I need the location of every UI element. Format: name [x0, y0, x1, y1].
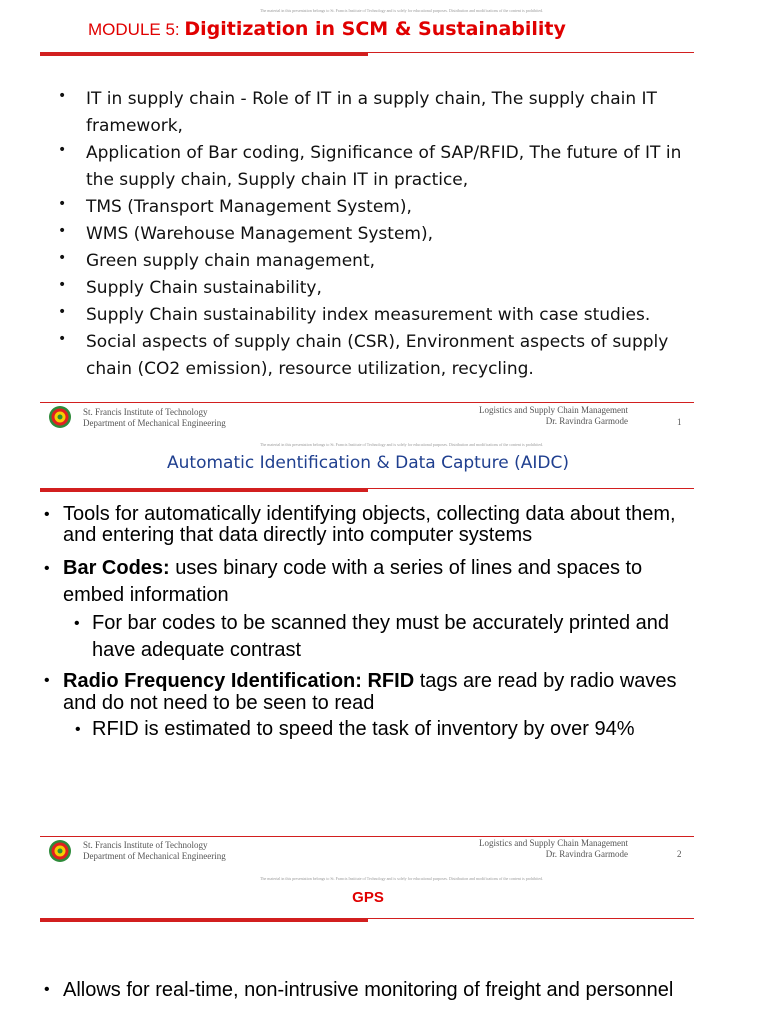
- list-item: • IT in supply chain - Role of IT in a supply chain, The supply chain IT framework,: [58, 88, 657, 136]
- list-item: • Social aspects of supply chain (CSR), Environment aspects of supply chain (CO2 emission), resource utilization, recycling.: [58, 331, 669, 379]
- slide2-body: [44, 504, 704, 743]
- footer-rule: [40, 836, 694, 837]
- footer-course: Logistics and Supply Chain Management Dr. Ravindra Garmode: [479, 838, 628, 859]
- list-item: • Application of Bar coding, Significance of SAP/RFID, The future of IT in the supply chain, Supply chain IT in practice,: [58, 142, 682, 190]
- list-item: • Radio Frequency Identification: RFID tags are read by radio waves and do not need to be seen to read: [44, 670, 677, 714]
- list-item: • WMS (Warehouse Management System),: [58, 223, 434, 244]
- disclaimer-text: The material in this presentation belongs to St. Francis Institute of Technology and is solely for educational purposes. Distribution and modifications of the content is prohibited.: [260, 8, 544, 13]
- list-item: • Supply Chain sustainability,: [58, 277, 322, 298]
- institute-logo-icon: [48, 405, 72, 429]
- list-item: • Supply Chain sustainability index measurement with case studies.: [58, 304, 651, 325]
- list-item: • Green supply chain management,: [58, 250, 376, 271]
- list-item: • RFID is estimated to speed the task of inventory by over 94%: [75, 718, 635, 740]
- page-number: 1: [677, 417, 682, 427]
- footer-course: Logistics and Supply Chain Management Dr. Ravindra Garmode: [479, 405, 628, 426]
- title-main: Digitization in SCM & Sustainability: [184, 18, 566, 40]
- footer-rule: [40, 402, 694, 403]
- list-item: • Tools for automatically identifying objects, collecting data about them, and entering that data directly into computer systems: [44, 503, 676, 546]
- slide1-bullet-list: [58, 86, 708, 383]
- title-accent-bar: [40, 918, 368, 922]
- list-item: • Bar Codes: uses binary code with a series of lines and spaces to embed information: [44, 557, 643, 606]
- page-number: 2: [677, 849, 682, 859]
- list-item: • For bar codes to be scanned they must be accurately printed and have adequate contrast: [74, 612, 670, 661]
- footer-institute: St. Francis Institute of Technology Department of Mechanical Engineering: [83, 407, 226, 428]
- title-accent-bar: [40, 52, 368, 56]
- slide-title: GPS: [352, 889, 384, 906]
- slide-2: [0, 440, 768, 874]
- list-item: • TMS (Transport Management System),: [58, 196, 412, 217]
- disclaimer-text: The material in this presentation belongs to St. Francis Institute of Technology and is solely for educational purposes. Distribution and modifications of the content is prohibited.: [260, 876, 544, 881]
- institute-logo-icon: [48, 839, 72, 863]
- slide-1: [0, 0, 768, 440]
- title-accent-bar: [40, 488, 368, 492]
- slide-title: [88, 18, 566, 40]
- slide-3: [0, 874, 768, 1024]
- footer-institute: St. Francis Institute of Technology Department of Mechanical Engineering: [83, 840, 226, 861]
- slide-title: Automatic Identification & Data Capture (AIDC): [167, 453, 569, 473]
- title-prefix: MODULE 5:: [88, 20, 185, 39]
- list-item: • Allows for real-time, non-intrusive monitoring of freight and personnel: [44, 979, 674, 1001]
- disclaimer-text: The material in this presentation belongs to St. Francis Institute of Technology and is solely for educational purposes. Distribution and modifications of the content is prohibited.: [260, 442, 544, 447]
